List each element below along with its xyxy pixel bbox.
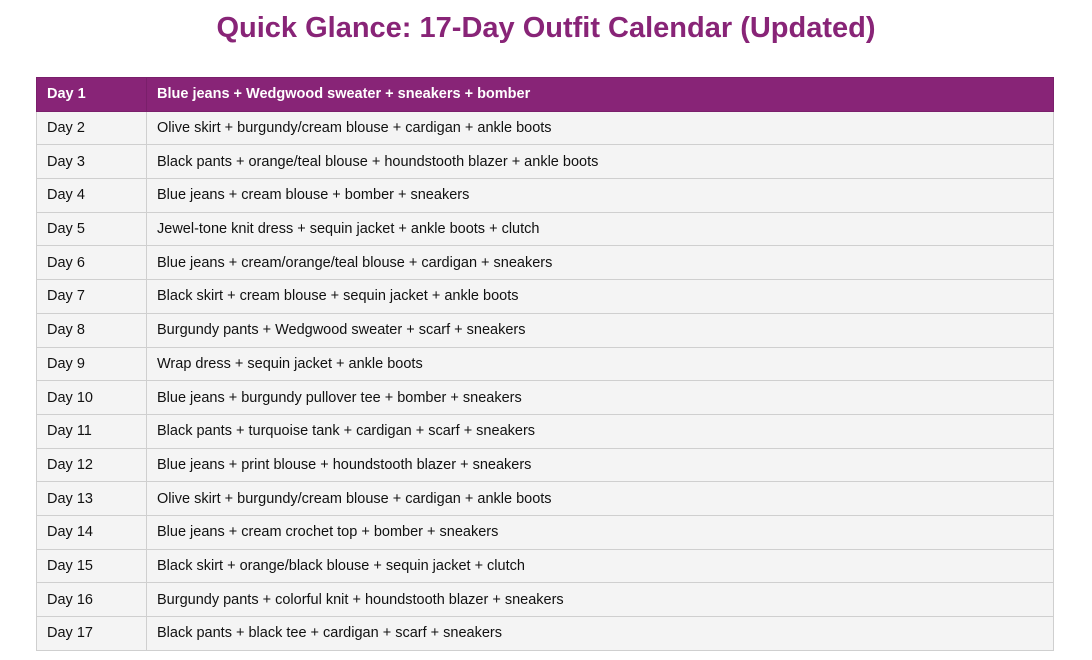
- table-row: [37, 313, 1054, 347]
- day-cell: Day 7: [37, 280, 147, 314]
- outfit-cell: Blue jeans + cream blouse + bomber + sneakers: [147, 179, 1054, 213]
- outfit-cell: Black pants + orange/teal blouse + houndstooth blazer + ankle boots: [147, 145, 1054, 179]
- day-cell: Day 17: [37, 617, 147, 651]
- table-row: [37, 381, 1054, 415]
- outfit-cell: Burgundy pants + colorful knit + houndstooth blazer + sneakers: [147, 583, 1054, 617]
- day-cell: Day 9: [37, 347, 147, 381]
- page-title: Quick Glance: 17-Day Outfit Calendar (Updated): [216, 12, 876, 44]
- outfit-cell: Olive skirt + burgundy/cream blouse + cardigan + ankle boots: [147, 111, 1054, 145]
- day-cell: Day 12: [37, 448, 147, 482]
- table-row: [37, 179, 1054, 213]
- outfit-cell: Blue jeans + burgundy pullover tee + bomber + sneakers: [147, 381, 1054, 415]
- table-row: [37, 212, 1054, 246]
- outfit-cell: Black skirt + cream blouse + sequin jacket + ankle boots: [147, 280, 1054, 314]
- outfit-cell: Black pants + black tee + cardigan + scarf + sneakers: [147, 617, 1054, 651]
- day-cell: Day 4: [37, 179, 147, 213]
- day-cell: Day 15: [37, 549, 147, 583]
- table-row: [37, 515, 1054, 549]
- outfit-cell: Olive skirt + burgundy/cream blouse + cardigan + ankle boots: [147, 482, 1054, 516]
- day-cell: Day 8: [37, 313, 147, 347]
- table-row: [37, 414, 1054, 448]
- table-row: [37, 111, 1054, 145]
- table-row: [37, 617, 1054, 651]
- table-row: [37, 145, 1054, 179]
- outfit-cell: Black skirt + orange/black blouse + sequin jacket + clutch: [147, 549, 1054, 583]
- day-cell: Day 2: [37, 111, 147, 145]
- day-cell: Day 14: [37, 515, 147, 549]
- day-cell: Day 11: [37, 414, 147, 448]
- outfit-cell: Burgundy pants + Wedgwood sweater + scarf + sneakers: [147, 313, 1054, 347]
- day-cell: Day 6: [37, 246, 147, 280]
- table-row: [37, 583, 1054, 617]
- table-row: [37, 448, 1054, 482]
- day-cell: Day 13: [37, 482, 147, 516]
- day-cell: Day 5: [37, 212, 147, 246]
- day-cell: Day 10: [37, 381, 147, 415]
- day-cell: Day 3: [37, 145, 147, 179]
- outfit-calendar-table: [36, 77, 1054, 651]
- outfit-cell: Blue jeans + cream/orange/teal blouse + cardigan + sneakers: [147, 246, 1054, 280]
- outfit-cell: Blue jeans + cream crochet top + bomber + sneakers: [147, 515, 1054, 549]
- table-row: [37, 246, 1054, 280]
- table-row: [37, 280, 1054, 314]
- outfit-cell: Blue jeans + Wedgwood sweater + sneakers + bomber: [147, 78, 1054, 112]
- outfit-cell: Blue jeans + print blouse + houndstooth blazer + sneakers: [147, 448, 1054, 482]
- day-cell: Day 1: [37, 78, 147, 112]
- day-cell: Day 16: [37, 583, 147, 617]
- outfit-cell: Jewel-tone knit dress + sequin jacket + ankle boots + clutch: [147, 212, 1054, 246]
- table-row: [37, 78, 1054, 112]
- table-row: [37, 549, 1054, 583]
- outfit-cell: Black pants + turquoise tank + cardigan + scarf + sneakers: [147, 414, 1054, 448]
- outfit-cell: Wrap dress + sequin jacket + ankle boots: [147, 347, 1054, 381]
- table-row: [37, 347, 1054, 381]
- table-row: [37, 482, 1054, 516]
